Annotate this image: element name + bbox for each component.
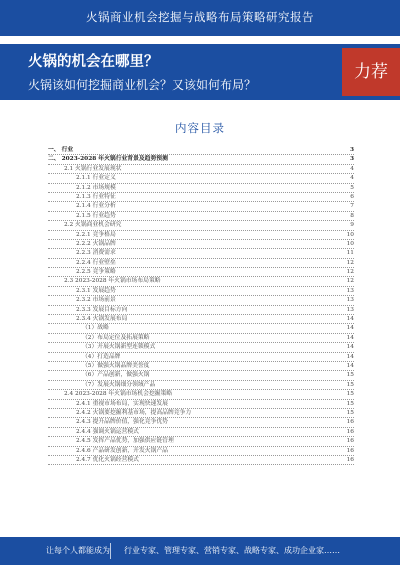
toc-page-number: 13 bbox=[346, 297, 354, 304]
toc-row[interactable] bbox=[48, 146, 354, 155]
toc-page-number: 4 bbox=[350, 165, 354, 172]
toc-page-number: 14 bbox=[346, 344, 354, 351]
toc-page-number: 15 bbox=[346, 391, 354, 398]
toc-page-number: 16 bbox=[346, 428, 354, 435]
toc-entry-text: 2.2.2 火锅品牌 bbox=[76, 240, 116, 247]
toc-entry-text: 2.3.2 市场前景 bbox=[76, 297, 116, 304]
toc-row[interactable] bbox=[48, 315, 354, 324]
toc-page-number: 12 bbox=[346, 259, 354, 266]
toc-entry-text: 二、 2023-2028 年火锅行业背景及趋势预测 bbox=[48, 156, 168, 163]
footer-divider bbox=[110, 543, 111, 559]
toc-entry-text: 一、 行业 bbox=[48, 147, 74, 153]
toc-row[interactable] bbox=[48, 428, 354, 437]
toc-row[interactable] bbox=[48, 362, 354, 371]
footer-slogan: 让每个人都能成为 bbox=[46, 546, 110, 555]
toc-row[interactable] bbox=[48, 221, 354, 230]
report-title: 火锅商业机会挖掘与战略布局策略研究报告 bbox=[86, 10, 314, 24]
toc-entry-text: 2.2 火锅商业机会研究 bbox=[64, 222, 122, 229]
toc-page-number: 7 bbox=[350, 203, 354, 210]
table-of-contents bbox=[48, 146, 354, 465]
toc-entry-text: （7）发展火锅细分领域产品 bbox=[82, 381, 156, 388]
toc-row[interactable] bbox=[48, 353, 354, 362]
toc-entry-text: （2）布局定位及拓展策略 bbox=[82, 334, 150, 341]
toc-entry-text: 2.4.6 产品研发创新，开发火锅产品 bbox=[76, 447, 168, 454]
footer-roles: 行业专家、管理专家、营销专家、战略专家、成功企业家…… bbox=[124, 546, 340, 555]
toc-page-number: 16 bbox=[346, 419, 354, 426]
toc-entry-text: 2.3.4 火锅发展布局 bbox=[76, 316, 128, 323]
report-header-bar bbox=[0, 0, 400, 36]
toc-row[interactable] bbox=[48, 306, 354, 315]
toc-entry-text: 2.2.1 竞争格局 bbox=[76, 231, 116, 238]
toc-entry-text: 2.1 火锅行业发展现状 bbox=[64, 165, 122, 172]
toc-entry-text: （3）开展火锅新型连锁模式 bbox=[82, 344, 156, 351]
toc-page-number: 15 bbox=[346, 400, 354, 407]
toc-page-number: 14 bbox=[346, 316, 354, 323]
toc-page-number: 15 bbox=[346, 409, 354, 416]
footer-bar bbox=[0, 537, 400, 565]
toc-page-number: 11 bbox=[346, 250, 354, 257]
toc-title: 内容目录 bbox=[175, 121, 225, 135]
toc-row[interactable] bbox=[48, 418, 354, 427]
toc-entry-text: 2.3.1 发展趋势 bbox=[76, 287, 116, 294]
toc-page-number: 15 bbox=[346, 381, 354, 388]
toc-row[interactable] bbox=[48, 409, 354, 418]
toc-page-number: 9 bbox=[350, 222, 354, 229]
toc-row[interactable] bbox=[48, 202, 354, 211]
toc-row[interactable] bbox=[48, 334, 354, 343]
toc-page-number: 10 bbox=[346, 240, 354, 247]
toc-row[interactable] bbox=[48, 231, 354, 240]
toc-row[interactable] bbox=[48, 343, 354, 352]
toc-page-number: 4 bbox=[350, 175, 354, 182]
toc-page-number: 5 bbox=[350, 184, 354, 191]
toc-entry-text: 2.1.4 行业分析 bbox=[76, 203, 116, 210]
toc-row[interactable] bbox=[48, 287, 354, 296]
toc-row[interactable] bbox=[48, 174, 354, 183]
toc-page-number: 3 bbox=[349, 156, 354, 163]
hero-title: 火锅的机会在哪里？ bbox=[28, 54, 159, 70]
toc-row[interactable] bbox=[48, 296, 354, 305]
toc-page-number: 13 bbox=[346, 306, 354, 313]
toc-row[interactable] bbox=[48, 400, 354, 409]
toc-entry-text: 2.4.4 强调火锅运营模式 bbox=[76, 428, 139, 435]
toc-row[interactable] bbox=[48, 212, 354, 221]
toc-page-number: 14 bbox=[346, 353, 354, 360]
toc-entry-text: 2.4.3 提升品牌价值，强化竞争优势 bbox=[76, 419, 168, 426]
toc-entry-text: 2.3 2023-2028 年火锅市场布局策略 bbox=[64, 278, 161, 285]
toc-entry-text: 2.4.1 重视市场布局，实现快速发展 bbox=[76, 400, 168, 407]
toc-entry-text: 2.1.2 市场规模 bbox=[76, 184, 116, 191]
toc-entry-text: （1）战略 bbox=[82, 325, 109, 332]
toc-page-number: 14 bbox=[346, 334, 354, 341]
toc-entry-text: 2.4.7 优化火锅经营模式 bbox=[76, 456, 139, 463]
toc-page-number: 10 bbox=[346, 231, 354, 238]
toc-row[interactable] bbox=[48, 268, 354, 277]
toc-entry-text: 2.2.4 行业壁垒 bbox=[76, 259, 116, 266]
toc-entry-text: 2.2.5 竞争策略 bbox=[76, 269, 116, 276]
toc-row[interactable] bbox=[48, 155, 354, 164]
toc-row[interactable] bbox=[48, 249, 354, 258]
toc-page-number: 6 bbox=[350, 193, 354, 200]
toc-row[interactable] bbox=[48, 381, 354, 390]
toc-entry-text: 2.1.5 行业趋势 bbox=[76, 212, 116, 219]
toc-row[interactable] bbox=[48, 456, 354, 465]
toc-page-number: 12 bbox=[346, 269, 354, 276]
toc-page-number: 14 bbox=[346, 325, 354, 332]
toc-row[interactable] bbox=[48, 324, 354, 333]
toc-page-number: 14 bbox=[346, 362, 354, 369]
toc-page-number: 3 bbox=[349, 147, 354, 153]
toc-row[interactable] bbox=[48, 259, 354, 268]
toc-row[interactable] bbox=[48, 165, 354, 174]
toc-entry-text: （4）打造品牌 bbox=[82, 353, 121, 360]
toc-row[interactable] bbox=[48, 277, 354, 286]
toc-page-number: 16 bbox=[346, 456, 354, 463]
toc-entry-text: 2.2.3 消费需求 bbox=[76, 250, 116, 257]
toc-row[interactable] bbox=[48, 240, 354, 249]
toc-row[interactable] bbox=[48, 371, 354, 380]
toc-entry-text: （5）做强火锅品牌美誉度 bbox=[82, 362, 150, 369]
hero-banner bbox=[0, 44, 400, 100]
toc-page-number: 16 bbox=[346, 447, 354, 454]
toc-entry-text: 2.4 2023-2028 年火锅市场机会挖掘策略 bbox=[64, 391, 173, 398]
toc-page-number: 8 bbox=[350, 212, 354, 219]
hero-subtitle: 火锅该如何挖掘商业机会？又该如何布局？ bbox=[28, 78, 257, 92]
toc-page-number: 13 bbox=[346, 287, 354, 294]
toc-page-number: 16 bbox=[346, 438, 354, 445]
recommend-badge: 力荐 bbox=[342, 48, 400, 96]
toc-entry-text: 2.3.3 发展目标方向 bbox=[76, 306, 128, 313]
toc-page-number: 15 bbox=[346, 372, 354, 379]
toc-page-number: 12 bbox=[346, 278, 354, 285]
toc-entry-text: 2.4.2 火锅要挖掘利基市场，提高品牌竞争力 bbox=[76, 409, 192, 416]
toc-entry-text: （6）产品创新，做强火锅 bbox=[82, 372, 150, 379]
toc-row[interactable] bbox=[48, 390, 354, 399]
toc-entry-text: 2.1.1 行业定义 bbox=[76, 175, 116, 182]
toc-row[interactable] bbox=[48, 437, 354, 446]
toc-entry-text: 2.4.5 发挥产品优势，加强供应链管理 bbox=[76, 438, 174, 445]
toc-row[interactable] bbox=[48, 447, 354, 456]
toc-row[interactable] bbox=[48, 184, 354, 193]
toc-entry-text: 2.1.3 行业特征 bbox=[76, 193, 116, 200]
toc-row[interactable] bbox=[48, 193, 354, 202]
